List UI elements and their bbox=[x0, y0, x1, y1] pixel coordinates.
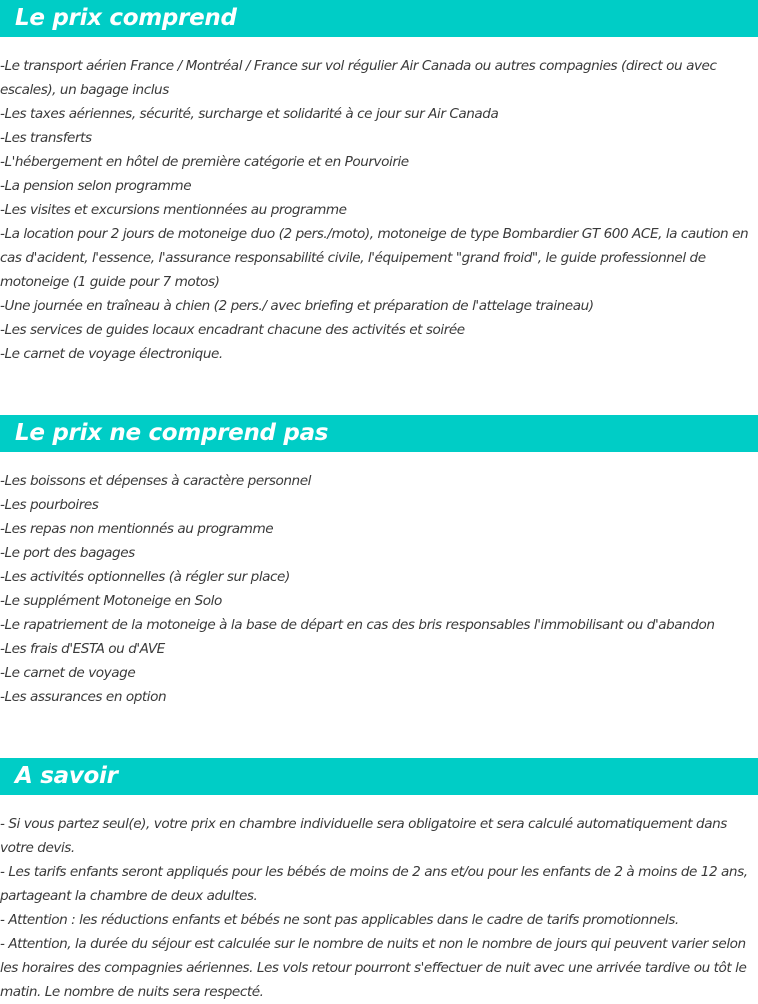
section-title: Le prix comprend bbox=[15, 5, 237, 31]
list-item: -Le carnet de voyage bbox=[0, 665, 136, 681]
list-item: -Une journée en traîneau à chien (2 pers./ avec briefing et préparation de l'attelage traineau) bbox=[0, 298, 594, 314]
list-item: -Les assurances en option bbox=[0, 689, 167, 705]
section-header-not-included bbox=[0, 415, 758, 452]
list-item: - Attention : les réductions enfants et bébés ne sont pas applicables dans le cadre de tarifs promotionnels. bbox=[0, 912, 679, 928]
list-item: -Les taxes aériennes, sécurité, surcharge et solidarité à ce jour sur Air Canada bbox=[0, 106, 499, 122]
list-item: -Le transport aérien France / Montréal / France sur vol régulier Air Canada ou autres compagnies (direct ou avec escales), un bagage inclus bbox=[0, 58, 717, 98]
list-item: -Les activités optionnelles (à régler sur place) bbox=[0, 569, 290, 585]
not-included-list bbox=[0, 469, 752, 709]
included-list bbox=[0, 54, 752, 366]
list-item: -Les transferts bbox=[0, 130, 92, 146]
list-item: -La location pour 2 jours de motoneige duo (2 pers./moto), motoneige de type Bombardier GT 600 ACE, la caution en cas d'acident, l'essence, l'assurance responsabilité civile, l'équipement "grand froid", le guide professionnel de motoneige (1 guide pour 7 motos) bbox=[0, 226, 749, 290]
list-item: - Si vous partez seul(e), votre prix en chambre individuelle sera obligatoire et sera calculé automatiquement dans votre devis. bbox=[0, 816, 727, 856]
list-item: -Les frais d'ESTA ou d'AVE bbox=[0, 641, 165, 657]
section-header-good-to-know bbox=[0, 758, 758, 795]
list-item: -Les repas non mentionnés au programme bbox=[0, 521, 274, 537]
list-item: -Les services de guides locaux encadrant chacune des activités et soirée bbox=[0, 322, 465, 338]
list-item: - Les tarifs enfants seront appliqués pour les bébés de moins de 2 ans et/ou pour les enfants de 2 à moins de 12 ans, partageant la chambre de deux adultes. bbox=[0, 864, 748, 904]
list-item: -Le supplément Motoneige en Solo bbox=[0, 593, 222, 609]
list-item: -L'hébergement en hôtel de première catégorie et en Pourvoirie bbox=[0, 154, 409, 170]
list-item: -Le rapatriement de la motoneige à la base de départ en cas des bris responsables l'immobilisant ou d'abandon bbox=[0, 617, 715, 633]
list-item: -Les boissons et dépenses à caractère personnel bbox=[0, 473, 311, 489]
section-header-included bbox=[0, 0, 758, 37]
section-title: A savoir bbox=[15, 763, 118, 789]
list-item: - Attention, la durée du séjour est calculée sur le nombre de nuits et non le nombre de jours qui peuvent varier selon les horaires des compagnies aériennes. Les vols retour pourront s'effectuer de nuit avec une arrivée tardive ou tôt le matin. Le nombre de nuits sera respecté. bbox=[0, 936, 747, 1000]
list-item: -Les pourboires bbox=[0, 497, 99, 513]
list-item: -Les visites et excursions mentionnées au programme bbox=[0, 202, 347, 218]
good-to-know-list bbox=[0, 812, 752, 1004]
list-item: -La pension selon programme bbox=[0, 178, 192, 194]
list-item: -Le carnet de voyage électronique. bbox=[0, 346, 223, 362]
section-title: Le prix ne comprend pas bbox=[15, 420, 329, 446]
list-item: -Le port des bagages bbox=[0, 545, 135, 561]
